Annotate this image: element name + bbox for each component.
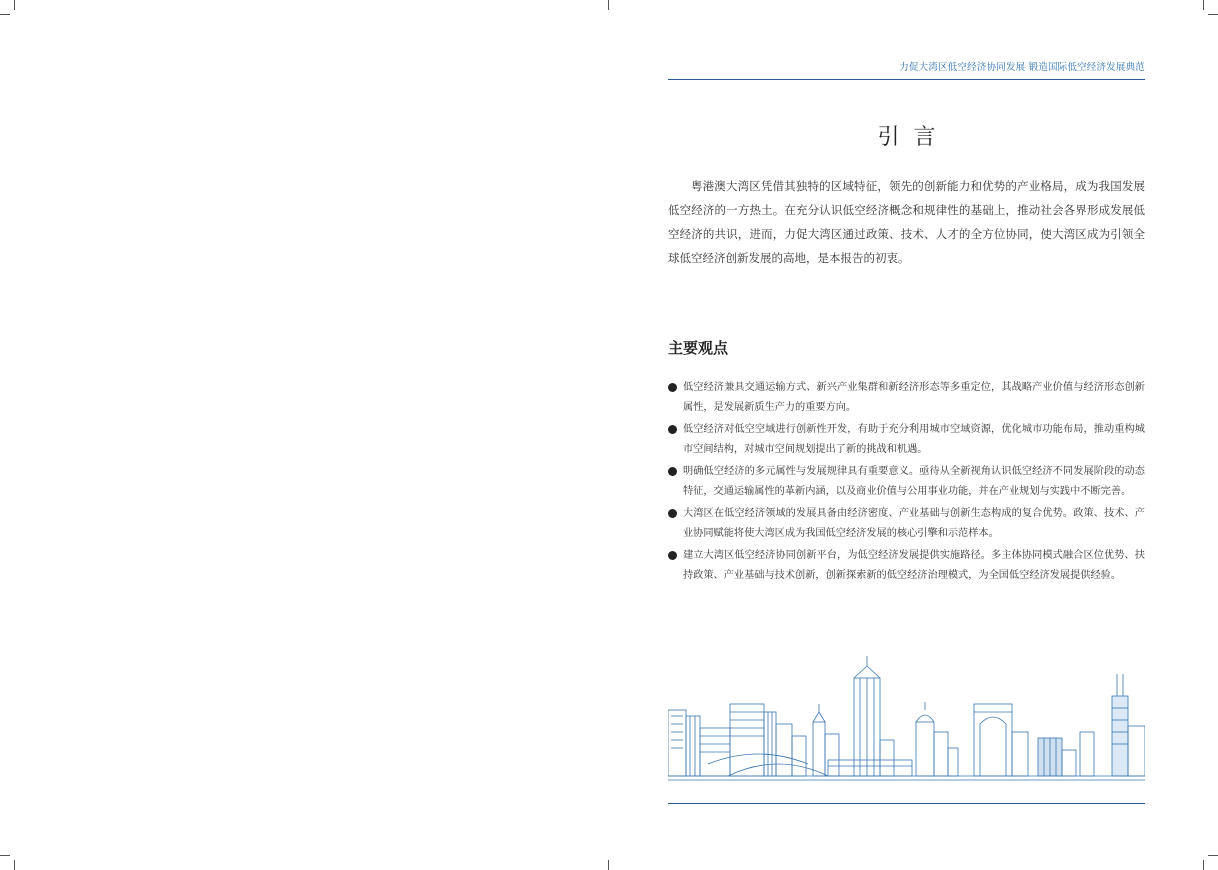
city-skyline-illustration bbox=[668, 652, 1145, 784]
key-points-list bbox=[668, 378, 1145, 588]
key-point-text: 明确低空经济的多元属性与发展规律具有重要意义。亟待从全新视角认识低空经济不同发展阶段的动态特征，交通运输属性的革新内涵，以及商业价值与公用事业功能，并在产业规划与实践中不断完善。 bbox=[683, 466, 1145, 497]
bullet-icon bbox=[668, 467, 677, 476]
intro-paragraph: 粤港澳大湾区凭借其独特的区域特征，领先的创新能力和优势的产业格局，成为我国发展低空经济的一方热土。在充分认识低空经济概念和规律性的基础上，推动社会各界形成发展低空经济的共识，进而，力促大湾区通过政策、技术、人才的全方位协同，使大湾区成为引领全球低空经济创新发展的高地，是本报告的初衷。 bbox=[668, 179, 1145, 265]
key-point-item bbox=[668, 420, 1145, 460]
key-point-item bbox=[668, 462, 1145, 502]
running-header: 力促大湾区低空经济协同发展 锻造国际低空经济发展典范 bbox=[899, 62, 1145, 73]
crop-mark bbox=[1208, 14, 1218, 15]
key-point-item bbox=[668, 546, 1145, 586]
crop-mark bbox=[0, 14, 10, 15]
key-point-text: 低空经济兼具交通运输方式、新兴产业集群和新经济形态等多重定位，其战略产业价值与经济形态创新属性，是发展新质生产力的重要方向。 bbox=[683, 382, 1145, 413]
key-point-text: 低空经济对低空空域进行创新性开发，有助于充分利用城市空域资源，优化城市功能布局，推动重构城市空间结构，对城市空间规划提出了新的挑战和机遇。 bbox=[683, 424, 1145, 455]
key-point-text: 建立大湾区低空经济协同创新平台，为低空经济发展提供实施路径。多主体协同模式融合区位优势、扶持政策、产业基础与技术创新，创新探索新的低空经济治理模式，为全国低空经济发展提供经验。 bbox=[683, 550, 1145, 581]
crop-mark bbox=[1203, 860, 1204, 870]
bullet-icon bbox=[668, 425, 677, 434]
bullet-icon bbox=[668, 383, 677, 392]
bullet-icon bbox=[668, 551, 677, 560]
header-rule bbox=[668, 79, 1145, 80]
crop-mark bbox=[0, 855, 10, 856]
key-point-text: 大湾区在低空经济领域的发展具备由经济密度、产业基础与创新生态构成的复合优势。政策、技术、产业协同赋能将使大湾区成为我国低空经济发展的核心引擎和示范样本。 bbox=[683, 508, 1145, 539]
crop-mark bbox=[608, 0, 609, 10]
key-point-item bbox=[668, 378, 1145, 418]
bullet-icon bbox=[668, 509, 677, 518]
crop-mark bbox=[1203, 0, 1204, 10]
key-point-item bbox=[668, 504, 1145, 544]
footer-rule bbox=[668, 803, 1145, 804]
key-points-title: 主要观点 bbox=[668, 339, 729, 357]
crop-mark bbox=[608, 860, 609, 870]
crop-mark bbox=[14, 860, 15, 870]
crop-mark bbox=[14, 0, 15, 10]
right-page bbox=[668, 0, 1145, 870]
crop-mark bbox=[1208, 855, 1218, 856]
section-title: 引言 bbox=[877, 125, 950, 150]
